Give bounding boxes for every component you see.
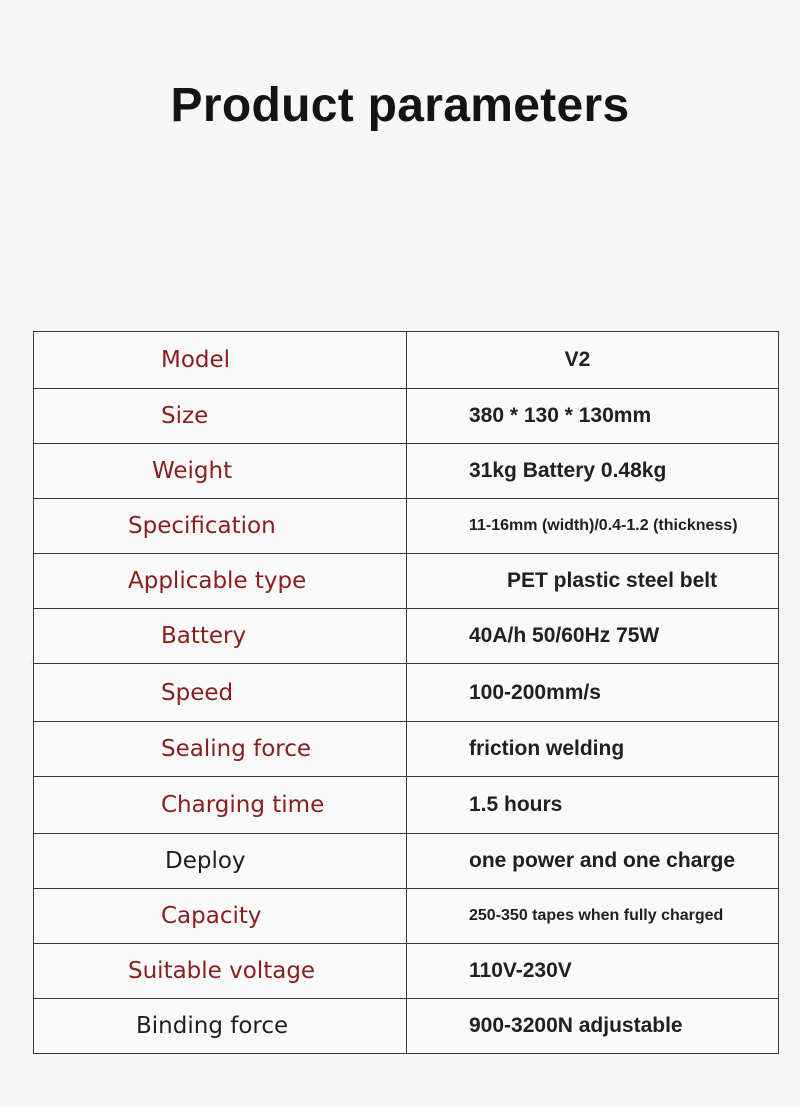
param-value: 100-200mm/s xyxy=(407,664,779,722)
param-value: 40A/h 50/60Hz 75W xyxy=(407,609,779,664)
table-row xyxy=(34,889,779,944)
param-label xyxy=(34,609,407,664)
param-label-text: Speed xyxy=(161,679,234,706)
param-label xyxy=(34,332,407,389)
param-value: V2 xyxy=(407,332,779,389)
param-label-text: Deploy xyxy=(165,848,246,874)
table-row xyxy=(34,664,779,722)
table-row xyxy=(34,944,779,999)
param-value: 250-350 tapes when fully charged xyxy=(407,889,779,944)
param-label-text: Model xyxy=(161,347,231,373)
param-value: one power and one charge xyxy=(407,834,779,889)
param-value: 31kg Battery 0.48kg xyxy=(407,444,779,499)
param-label-text: Capacity xyxy=(161,903,262,929)
param-label-text: Applicable type xyxy=(128,568,307,594)
param-label-text: Charging time xyxy=(161,792,325,818)
param-label-text: Suitable voltage xyxy=(128,958,316,984)
param-label xyxy=(34,389,407,444)
table-row xyxy=(34,499,779,554)
param-label xyxy=(34,944,407,999)
table-row xyxy=(34,389,779,444)
table-row xyxy=(34,999,779,1054)
param-value: 900-3200N adjustable xyxy=(407,999,779,1054)
table-row xyxy=(34,834,779,889)
param-label xyxy=(34,722,407,777)
table-row xyxy=(34,609,779,664)
param-value: friction welding xyxy=(407,722,779,777)
param-label xyxy=(34,499,407,554)
param-label xyxy=(34,834,407,889)
param-value: 380 * 130 * 130mm xyxy=(407,389,779,444)
param-label-text: Binding force xyxy=(136,1013,289,1039)
parameters-table xyxy=(33,331,779,1054)
param-label-text: Size xyxy=(161,403,209,429)
param-label-text: Sealing force xyxy=(161,736,312,762)
param-label-text: Specification xyxy=(128,513,276,539)
param-label xyxy=(34,889,407,944)
param-label xyxy=(34,444,407,499)
param-value: 1.5 hours xyxy=(407,777,779,834)
param-value: 11-16mm (width)/0.4-1.2 (thickness) xyxy=(407,499,779,554)
param-label-text: Weight xyxy=(152,458,233,484)
param-label xyxy=(34,999,407,1054)
param-label xyxy=(34,664,407,722)
param-label xyxy=(34,554,407,609)
param-value: PET plastic steel belt xyxy=(407,554,779,609)
param-label xyxy=(34,777,407,834)
table-row xyxy=(34,332,779,389)
table-row xyxy=(34,777,779,834)
param-label-text: Battery xyxy=(161,623,247,649)
table-row xyxy=(34,722,779,777)
param-value: 110V-230V xyxy=(407,944,779,999)
table-row xyxy=(34,444,779,499)
table-row xyxy=(34,554,779,609)
page-title: Product parameters xyxy=(170,79,630,132)
